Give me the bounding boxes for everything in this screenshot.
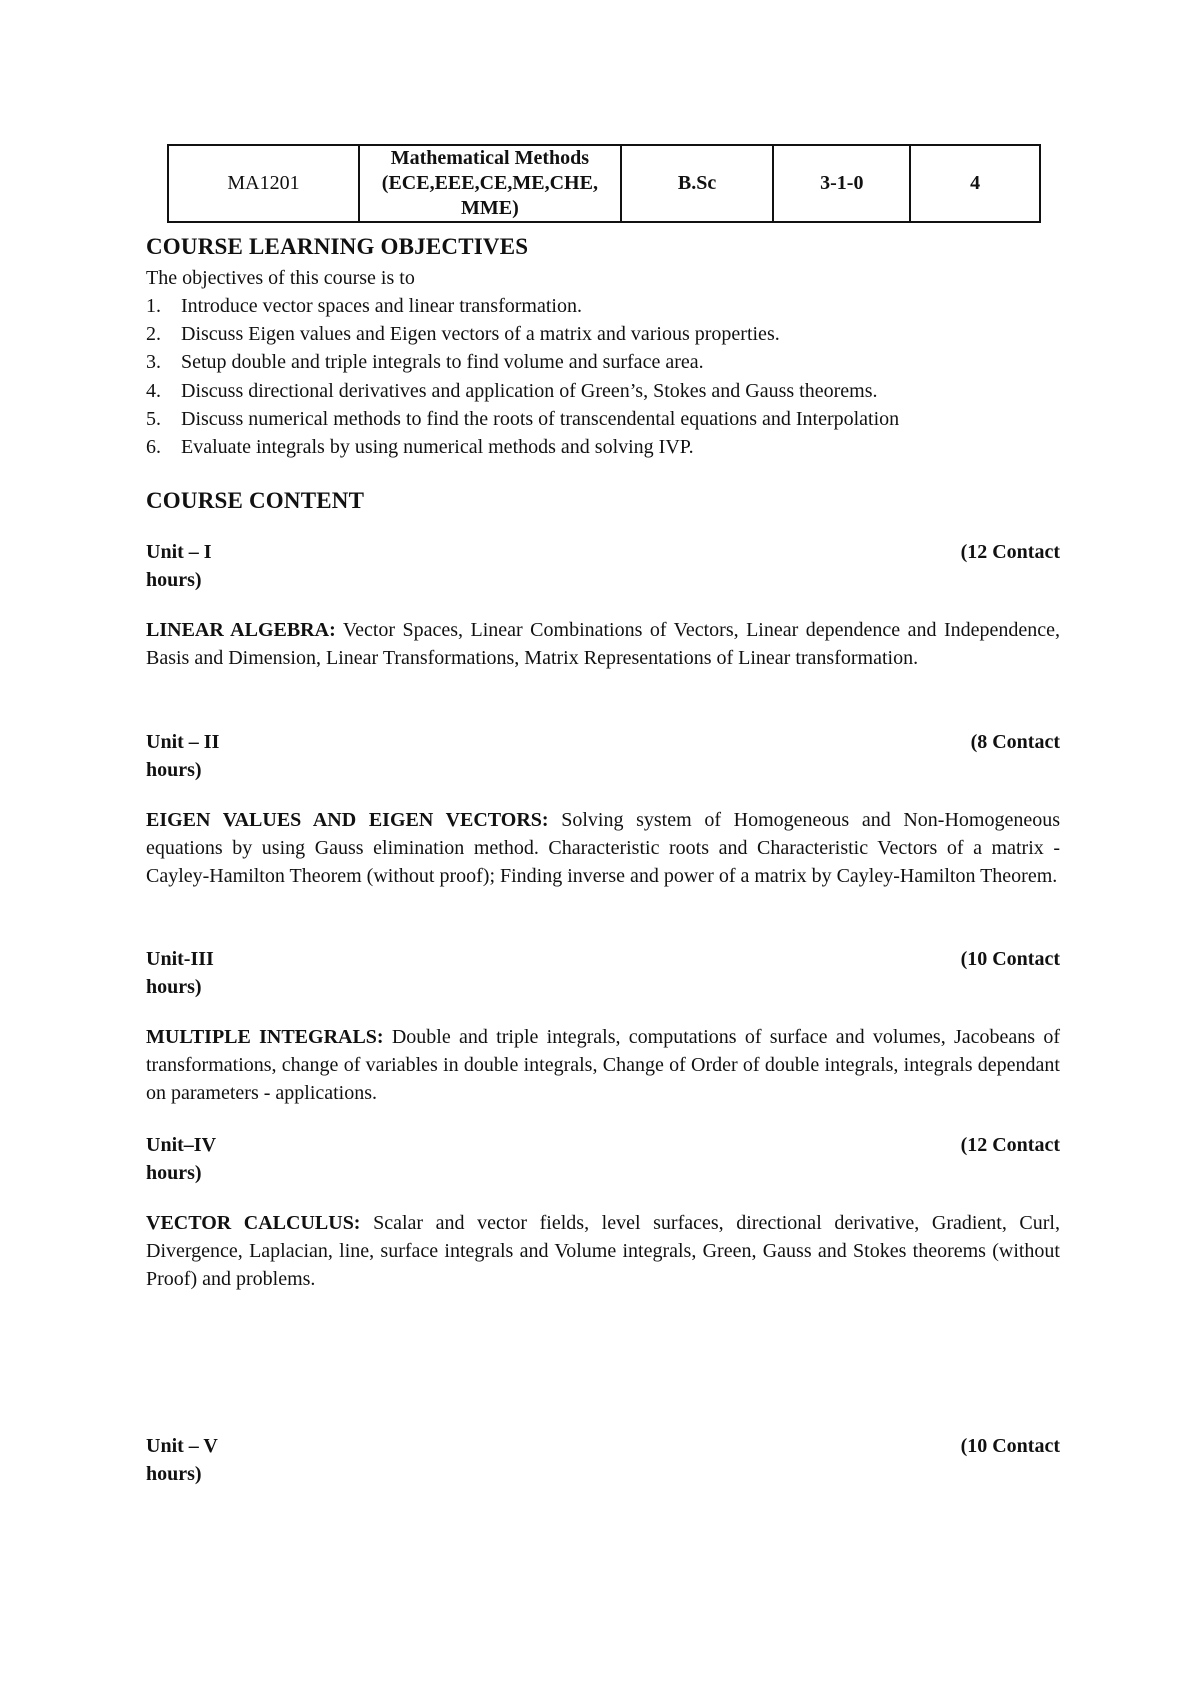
unit-label: Unit-III (146, 948, 214, 970)
unit-hours: (10 Contact (960, 948, 1060, 970)
course-header-table (167, 144, 1041, 223)
unit-description-4: VECTOR CALCULUS: Scalar and vector fields, level surfaces, directional derivative, Gradient, Curl, Divergence, Laplacian, line, surface integrals and Volume integrals, Green, Gauss and Stokes theorems (without Proof) and problems. (146, 1212, 1060, 1290)
course-ltp: 3-1-0 (773, 145, 910, 222)
unit-header-1 (146, 538, 1060, 594)
course-credits: 4 (910, 145, 1040, 222)
unit-label: Unit–IV (146, 1134, 217, 1156)
unit-hours-suffix: hours) (146, 976, 202, 998)
unit-description-2: EIGEN VALUES AND EIGEN VECTORS: Solving system of Homogeneous and Non-Homogeneous equations by using Gauss elimination method. Characteristic roots and Characteristic Vectors of a matrix - Cayley-Hamilton Theorem (without proof); Finding inverse and power of a matrix by Cayley-Hamilton Theorem. (146, 809, 1060, 887)
unit-description-1: LINEAR ALGEBRA: Vector Spaces, Linear Combinations of Vectors, Linear dependence and Independence, Basis and Dimension, Linear Transformations, Matrix Representations of Linear transformation. (146, 619, 1060, 669)
objectives-heading: COURSE LEARNING OBJECTIVES (146, 234, 529, 259)
list-item: 6. Evaluate integrals by using numerical methods and solving IVP. (146, 436, 694, 459)
unit-hours-suffix: hours) (146, 1463, 202, 1485)
unit-hours-suffix: hours) (146, 759, 202, 781)
unit-label: Unit – V (146, 1435, 218, 1457)
course-title-line2: (ECE,EEE,CE,ME,CHE, MME) (381, 172, 598, 219)
list-item: 1. Introduce vector spaces and linear transformation. (146, 295, 582, 317)
list-item: 3. Setup double and triple integrals to find volume and surface area. (146, 351, 704, 374)
course-code: MA1201 (168, 145, 359, 222)
list-item: 5. Discuss numerical methods to find the roots of transcendental equations and Interpolation (146, 407, 900, 430)
unit-header-4 (146, 1131, 1060, 1187)
unit-header-2 (146, 728, 1060, 784)
unit-hours: (12 Contact (960, 541, 1060, 563)
objectives-list (146, 292, 1086, 461)
course-program: B.Sc (621, 145, 774, 222)
course-title-line1: Mathematical Methods (390, 147, 590, 169)
objectives-intro: The objectives of this course is to (146, 267, 415, 289)
unit-header-5 (146, 1432, 1060, 1488)
unit-header-3 (146, 945, 1060, 1001)
unit-hours: (8 Contact (970, 731, 1060, 753)
list-item: 4. Discuss directional derivatives and application of Green’s, Stokes and Gauss theorems. (146, 379, 878, 402)
unit-hours-suffix: hours) (146, 1162, 202, 1184)
unit-label: Unit – II (146, 731, 220, 753)
unit-hours: (10 Contact (960, 1435, 1060, 1457)
unit-label: Unit – I (146, 541, 212, 563)
unit-hours-suffix: hours) (146, 569, 202, 591)
course-title (359, 145, 621, 222)
unit-description-3: MULTIPLE INTEGRALS: Double and triple integrals, computations of surface and volumes, Jacobeans of transformations, change of variables in double integrals, Change of Order of double integrals, integrals dependant on parameters - applications. (146, 1026, 1060, 1104)
content-heading: COURSE CONTENT (146, 488, 365, 513)
list-item: 2. Discuss Eigen values and Eigen vectors of a matrix and various properties. (146, 323, 780, 346)
unit-hours: (12 Contact (960, 1134, 1060, 1156)
